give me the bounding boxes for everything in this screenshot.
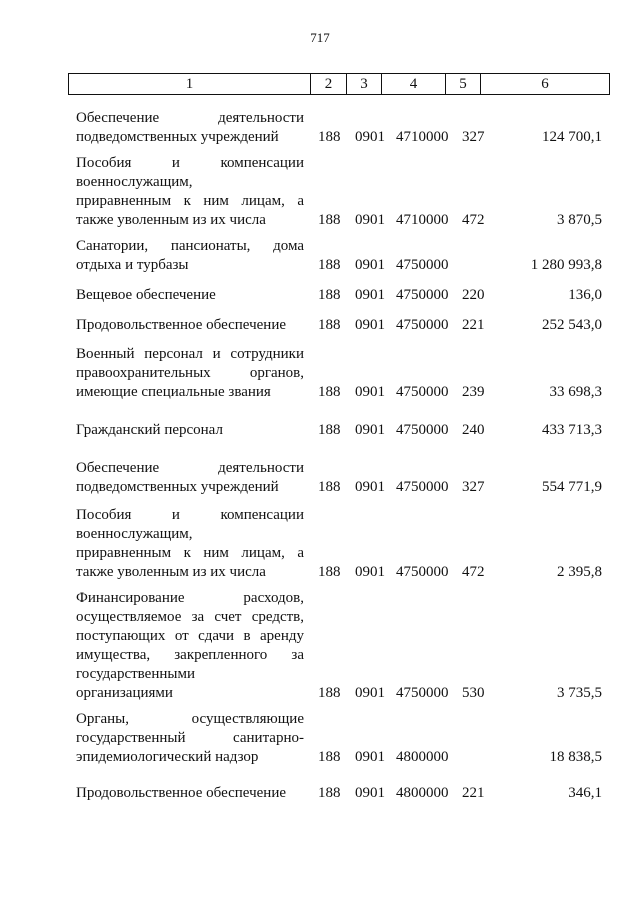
row-col-6: 33 698,3 bbox=[549, 384, 602, 400]
row-description-line: Обеспечение деятельности bbox=[76, 460, 304, 476]
row-col-6: 252 543,0 bbox=[542, 317, 602, 333]
row-description-line: Продовольственное обеспечение bbox=[76, 317, 286, 333]
header-col-3: 3 bbox=[347, 74, 382, 94]
row-col-2: 188 bbox=[318, 257, 341, 273]
row-description-line: осуществляемое за счет средств, bbox=[76, 609, 304, 625]
row-col-4: 4750000 bbox=[396, 287, 449, 303]
row-col-3: 0901 bbox=[355, 685, 385, 701]
row-col-6: 1 280 993,8 bbox=[530, 257, 602, 273]
row-description-line: Органы, осуществляющие bbox=[76, 711, 304, 727]
row-col-5: 239 bbox=[462, 384, 485, 400]
row-col-3: 0901 bbox=[355, 287, 385, 303]
row-col-3: 0901 bbox=[355, 479, 385, 495]
row-col-3: 0901 bbox=[355, 212, 385, 228]
row-description-line: правоохранительных органов, bbox=[76, 365, 304, 381]
row-description bbox=[76, 345, 304, 402]
row-col-3: 0901 bbox=[355, 317, 385, 333]
header-col-4: 4 bbox=[382, 74, 446, 94]
row-description-line: отдыха и турбазы bbox=[76, 257, 189, 273]
row-col-4: 4750000 bbox=[396, 479, 449, 495]
row-description-line: имеющие специальные звания bbox=[76, 384, 271, 400]
row-col-5: 220 bbox=[462, 287, 485, 303]
row-col-5: 327 bbox=[462, 129, 485, 145]
row-col-2: 188 bbox=[318, 685, 341, 701]
row-col-6: 124 700,1 bbox=[542, 129, 602, 145]
row-col-3: 0901 bbox=[355, 129, 385, 145]
row-col-3: 0901 bbox=[355, 785, 385, 801]
row-description-line: организациями bbox=[76, 685, 173, 701]
row-description bbox=[76, 237, 304, 275]
row-col-6: 433 713,3 bbox=[542, 422, 602, 438]
row-description-line: Обеспечение деятельности bbox=[76, 110, 304, 126]
row-col-3: 0901 bbox=[355, 564, 385, 580]
row-description-line: поступающих от сдачи в аренду bbox=[76, 628, 304, 644]
row-col-3: 0901 bbox=[355, 422, 385, 438]
row-col-6: 554 771,9 bbox=[542, 479, 602, 495]
row-description bbox=[76, 154, 304, 230]
row-col-4: 4710000 bbox=[396, 129, 449, 145]
row-description-line: приравненным к ним лицам, а bbox=[76, 193, 304, 209]
row-col-2: 188 bbox=[318, 317, 341, 333]
row-description-line: также уволенным из их числа bbox=[76, 212, 266, 228]
row-description bbox=[76, 421, 304, 440]
row-description bbox=[76, 109, 304, 147]
row-description-line: государственный санитарно- bbox=[76, 730, 304, 746]
row-col-5: 327 bbox=[462, 479, 485, 495]
row-col-6: 346,1 bbox=[568, 785, 602, 801]
row-description-line: Пособия и компенсации bbox=[76, 155, 304, 171]
row-col-2: 188 bbox=[318, 422, 341, 438]
row-description bbox=[76, 459, 304, 497]
row-description-line: государственными bbox=[76, 666, 195, 682]
row-description-line: приравненным к ним лицам, а bbox=[76, 545, 304, 561]
row-col-5: 530 bbox=[462, 685, 485, 701]
row-description bbox=[76, 784, 304, 803]
row-col-4: 4750000 bbox=[396, 384, 449, 400]
row-col-5: 221 bbox=[462, 317, 485, 333]
row-col-2: 188 bbox=[318, 212, 341, 228]
row-description-line: военнослужащим, bbox=[76, 174, 193, 190]
row-col-4: 4710000 bbox=[396, 212, 449, 228]
row-description-line: Пособия и компенсации bbox=[76, 507, 304, 523]
table-header bbox=[68, 73, 610, 95]
row-description bbox=[76, 710, 304, 767]
row-col-6: 18 838,5 bbox=[549, 749, 602, 765]
header-col-2: 2 bbox=[311, 74, 347, 94]
row-col-2: 188 bbox=[318, 749, 341, 765]
row-description-line: Продовольственное обеспечение bbox=[76, 785, 286, 801]
row-col-3: 0901 bbox=[355, 749, 385, 765]
row-col-3: 0901 bbox=[355, 257, 385, 273]
row-col-4: 4750000 bbox=[396, 317, 449, 333]
row-col-2: 188 bbox=[318, 287, 341, 303]
row-col-4: 4750000 bbox=[396, 564, 449, 580]
row-description bbox=[76, 506, 304, 582]
header-col-1: 1 bbox=[69, 74, 311, 94]
row-description-line: Финансирование расходов, bbox=[76, 590, 304, 606]
row-description-line: также уволенным из их числа bbox=[76, 564, 266, 580]
row-col-5: 472 bbox=[462, 212, 485, 228]
row-description-line: Гражданский персонал bbox=[76, 422, 223, 438]
row-col-2: 188 bbox=[318, 384, 341, 400]
row-description bbox=[76, 589, 304, 703]
header-col-6: 6 bbox=[541, 76, 549, 92]
row-description bbox=[76, 316, 304, 335]
row-description-line: военнослужащим, bbox=[76, 526, 193, 542]
row-col-5: 221 bbox=[462, 785, 485, 801]
page-number: 717 bbox=[310, 30, 330, 45]
header-col-5: 5 bbox=[446, 74, 481, 94]
row-col-2: 188 bbox=[318, 785, 341, 801]
row-col-2: 188 bbox=[318, 129, 341, 145]
row-col-6: 3 735,5 bbox=[557, 685, 602, 701]
row-col-6: 2 395,8 bbox=[557, 564, 602, 580]
row-description bbox=[76, 286, 304, 305]
row-col-4: 4800000 bbox=[396, 785, 449, 801]
row-col-4: 4800000 bbox=[396, 749, 449, 765]
row-col-2: 188 bbox=[318, 564, 341, 580]
row-col-4: 4750000 bbox=[396, 422, 449, 438]
row-description-line: Вещевое обеспечение bbox=[76, 287, 216, 303]
row-description-line: подведомственных учреждений bbox=[76, 129, 279, 145]
row-col-4: 4750000 bbox=[396, 685, 449, 701]
row-col-2: 188 bbox=[318, 479, 341, 495]
row-col-6: 136,0 bbox=[568, 287, 602, 303]
row-col-3: 0901 bbox=[355, 384, 385, 400]
row-col-6: 3 870,5 bbox=[557, 212, 602, 228]
row-description-line: эпидемиологический надзор bbox=[76, 749, 259, 765]
row-description-line: Санатории, пансионаты, дома bbox=[76, 238, 304, 254]
row-col-5: 240 bbox=[462, 422, 485, 438]
row-col-5: 472 bbox=[462, 564, 485, 580]
row-description-line: Военный персонал и сотрудники bbox=[76, 346, 304, 362]
row-description-line: имущества, закрепленного за bbox=[76, 647, 304, 663]
row-description-line: подведомственных учреждений bbox=[76, 479, 279, 495]
row-col-4: 4750000 bbox=[396, 257, 449, 273]
